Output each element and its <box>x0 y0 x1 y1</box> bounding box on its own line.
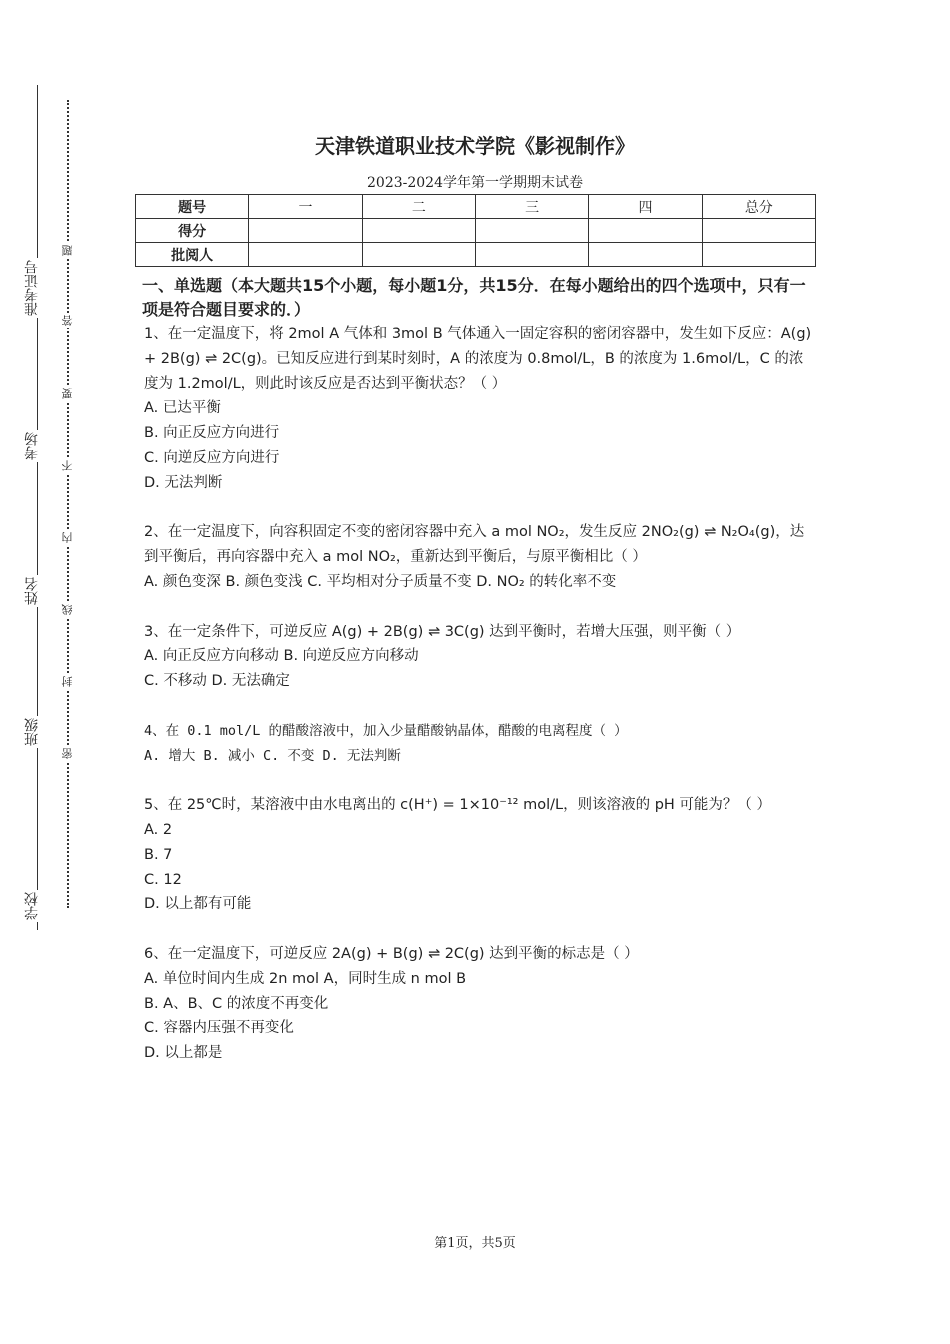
question-option: D. 无法判断 <box>144 474 223 491</box>
score-table <box>135 194 816 267</box>
question-option: A. 单位时间内生成 2n mol A，同时生成 n mol B <box>144 970 467 987</box>
question-1 <box>144 322 812 496</box>
score-table-header-cell: 二 <box>362 195 475 219</box>
grader-row-label: 批阅人 <box>136 243 249 267</box>
seal-char: 内 <box>61 532 74 543</box>
seal-char: 封 <box>61 676 74 687</box>
seal-char: 要 <box>61 388 74 399</box>
grader-cell <box>475 243 588 267</box>
score-row-label: 得分 <box>136 219 249 243</box>
seal-char: 线 <box>61 604 74 615</box>
section-heading: 一、单选题（本大题共15个小题，每小题1分，共15分．在每小题给出的四个选项中，只有一项是符合题目要求的．） <box>142 276 806 319</box>
score-table-header-cell: 一 <box>249 195 362 219</box>
score-table-header-row <box>136 195 816 219</box>
seal-char: 答 <box>61 315 74 326</box>
question-option: C. 不移动 D. 无法确定 <box>144 673 290 690</box>
question-option: B. 7 <box>144 846 173 863</box>
question-option: C. 12 <box>144 871 182 888</box>
question-option: A. 增大 B. 减小 C. 不变 D. 无法判断 <box>144 747 401 764</box>
seal-char: 题 <box>61 245 74 256</box>
name-label: 姓名 <box>24 577 40 605</box>
question-stem: 4、在 0.1 mol/L 的醋酸溶液中，加入少量醋酸钠晶体，醋酸的电离程度（ ） <box>144 722 628 739</box>
page-number: 第1页，共5页 <box>434 1236 516 1251</box>
question-option: A. 颜色变深 B. 颜色变浅 C. 平均相对分子质量不变 D. NO₂ 的转化率不变 <box>144 573 617 590</box>
question-option: B. 向正反应方向进行 <box>144 425 280 442</box>
question-stem: 6、在一定温度下，可逆反应 2A(g) + B(g) ⇌ 2C(g) 达到平衡的标志是（ ） <box>144 945 639 962</box>
question-stem: 3、在一定条件下，可逆反应 A(g) + 2B(g) ⇌ 3C(g) 达到平衡时，若增大压强，则平衡（ ） <box>144 623 741 640</box>
school-label: 学校 <box>24 892 40 920</box>
question-stem: 5、在 25℃时，某溶液中由水电离出的 c(H⁺) = 1×10⁻¹² mol/L，则该溶液的 pH 可能为？（ ） <box>144 797 772 814</box>
question-option: B. A、B、C 的浓度不再变化 <box>144 995 329 1012</box>
question-4 <box>144 719 812 769</box>
score-cell <box>475 219 588 243</box>
question-option: C. 向逆反应方向进行 <box>144 449 280 466</box>
class-label: 班级 <box>24 718 40 746</box>
question-option: C. 容器内压强不再变化 <box>144 1020 294 1037</box>
exam-title: 天津铁道职业技术学院《影视制作》 <box>315 134 635 158</box>
score-cell <box>362 219 475 243</box>
question-stem: 2、在一定温度下，向容积固定不变的密闭容器中充入 a mol NO₂，发生反应 2NO₂(g) ⇌ N₂O₄(g)，达到平衡后，再向容器中充入 a mol NO₂，重新达到平衡后，与原平衡相比（ ） <box>144 524 805 566</box>
score-cell <box>589 219 702 243</box>
exam-subtitle: 2023-2024学年第一学期期末试卷 <box>367 175 583 191</box>
grader-cell <box>589 243 702 267</box>
grader-cell <box>249 243 362 267</box>
grader-cell <box>362 243 475 267</box>
score-table-row <box>136 219 816 243</box>
question-stem: 1、在一定温度下，将 2mol A 气体和 3mol B 气体通入一固定容积的密闭容器中，发生如下反应：A(g) + 2B(g) ⇌ 2C(g)。已知反应进行到某时刻时，A 的浓度为 0.8mol/L，B 的浓度为 1.6mol/L，C 的浓度为 1.2mol/L，则此时该反应是否达到平衡状态？（ ） <box>144 326 812 392</box>
question-option: D. 以上都有可能 <box>144 896 252 913</box>
score-table-header-cell: 三 <box>475 195 588 219</box>
score-cell <box>702 219 815 243</box>
score-table-header-cell: 四 <box>589 195 702 219</box>
grader-cell <box>702 243 815 267</box>
seal-char: 不 <box>61 460 74 471</box>
score-table-header-cell: 题号 <box>136 195 249 219</box>
exam-id-label: 准考证号 <box>24 260 40 316</box>
question-option: A. 向正反应方向移动 B. 向逆反应方向移动 <box>144 648 419 665</box>
question-6 <box>144 942 812 1066</box>
seal-dotted-line <box>67 100 69 908</box>
exam-room-label: 考场 <box>24 432 40 460</box>
exam-content <box>144 274 812 1066</box>
binding-line <box>37 85 38 930</box>
seal-char: 密 <box>61 748 74 759</box>
score-table-header-cell: 总分 <box>702 195 815 219</box>
score-cell <box>249 219 362 243</box>
question-option: A. 2 <box>144 821 173 838</box>
question-2 <box>144 520 812 594</box>
question-option: A. 已达平衡 <box>144 400 221 417</box>
score-table-row <box>136 243 816 267</box>
question-option: D. 以上都是 <box>144 1045 223 1062</box>
question-3 <box>144 620 812 694</box>
question-5 <box>144 793 812 917</box>
